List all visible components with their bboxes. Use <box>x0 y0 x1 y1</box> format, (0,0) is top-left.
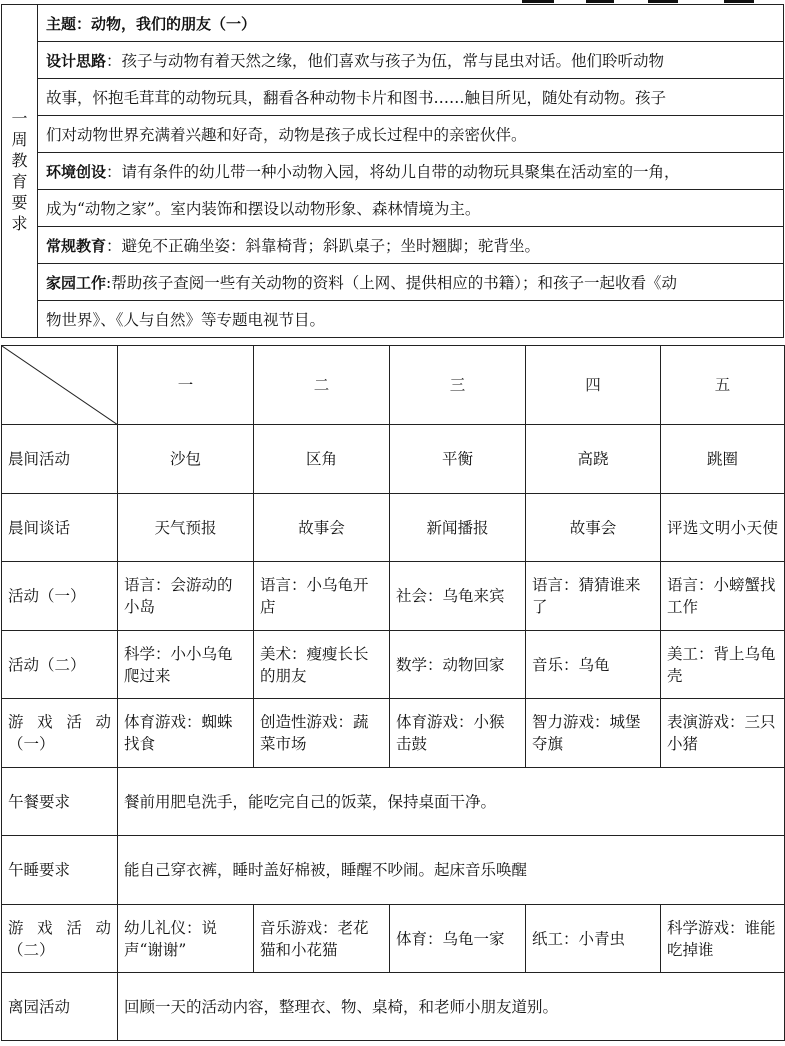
cell: 体育游戏：蜘蛛找食 <box>118 699 254 768</box>
day-header-1: 一 <box>118 346 254 425</box>
row-label-nap: 午睡要求 <box>2 836 118 905</box>
cell: 幼儿礼仪：说声“谢谢” <box>118 905 254 973</box>
table-row <box>2 494 785 562</box>
design-line-3: 们对动物世界充满着兴趣和好奇，动物是孩子成长过程中的亲密伙伴。 <box>38 116 784 153</box>
table-row <box>2 905 785 973</box>
cell: 沙包 <box>118 425 254 494</box>
environment-line-2: 成为“动物之家”。室内装饰和摆设以动物形象、森林情境为主。 <box>38 190 784 227</box>
row-label-morning-talk: 晨间谈话 <box>2 494 118 562</box>
diagonal-header-cell <box>2 346 118 425</box>
environment-line-1: 环境创设：请有条件的幼儿带一种小动物入园，将幼儿自带的动物玩具聚集在活动室的一角， <box>38 153 784 190</box>
lunch-requirement-text: 餐前用肥皂洗手，能吃完自己的饭菜，保持桌面干净。 <box>118 768 785 836</box>
cell: 体育游戏：小猴击鼓 <box>390 699 526 768</box>
cell: 数学：动物回家 <box>390 631 526 699</box>
weekly-education-requirements-label: 一 周 教 育 要 求 <box>2 5 38 338</box>
row-label-lunch: 午餐要求 <box>2 768 118 836</box>
cell: 跳圈 <box>661 425 785 494</box>
cell: 智力游戏：城堡夺旗 <box>526 699 661 768</box>
day-header-5: 五 <box>661 346 785 425</box>
design-line-2: 故事，怀抱毛茸茸的动物玩具，翻看各种动物卡片和图书……触目所见，随处有动物。孩子 <box>38 79 784 116</box>
cell: 社会：乌龟来宾 <box>390 562 526 631</box>
table-row <box>2 768 785 836</box>
diagonal-line <box>2 346 118 425</box>
cell: 区角 <box>254 425 390 494</box>
leave-activity-text: 回顾一天的活动内容，整理衣、物、桌椅，和老师小朋友道别。 <box>118 973 785 1041</box>
cell: 纸工：小青虫 <box>526 905 661 973</box>
table-row <box>2 836 785 905</box>
cell: 创造性游戏：蔬菜市场 <box>254 699 390 768</box>
cell: 故事会 <box>526 494 661 562</box>
row-label-activity-2: 活动（二） <box>2 631 118 699</box>
cell: 天气预报 <box>118 494 254 562</box>
row-label-game-2: 游戏活动 （二） <box>2 905 118 973</box>
day-header-3: 三 <box>390 346 526 425</box>
cell: 科学：小小乌龟爬过来 <box>118 631 254 699</box>
table-row <box>2 631 785 699</box>
cell: 评选文明小天使 <box>661 494 785 562</box>
row-label-morning-activity: 晨间活动 <box>2 425 118 494</box>
routine-row: 常规教育：避免不正确坐姿：斜靠椅背；斜趴桌子；坐时翘脚；驼背坐。 <box>38 227 784 264</box>
table-row <box>2 699 785 768</box>
row-label-leave: 离园活动 <box>2 973 118 1041</box>
cell: 表演游戏：三只小猪 <box>661 699 785 768</box>
cell: 故事会 <box>254 494 390 562</box>
cell: 语言：小螃蟹找工作 <box>661 562 785 631</box>
cell: 语言：会游动的小岛 <box>118 562 254 631</box>
cell: 美工：背上乌龟壳 <box>661 631 785 699</box>
day-header-4: 四 <box>526 346 661 425</box>
table-row <box>2 562 785 631</box>
theme-row: 主题：动物，我们的朋友（一） <box>38 5 784 42</box>
home-line-2: 物世界》、《人与自然》等专题电视节目。 <box>38 301 784 338</box>
cell: 科学游戏：谁能吃掉谁 <box>661 905 785 973</box>
row-label-activity-1: 活动（一） <box>2 562 118 631</box>
cell: 体育：乌龟一家 <box>390 905 526 973</box>
design-line-1: 设计思路：孩子与动物有着天然之缘，他们喜欢与孩子为伍，常与昆虫对话。他们聆听动物 <box>38 42 784 79</box>
cell: 平衡 <box>390 425 526 494</box>
cell: 语言：小乌龟开店 <box>254 562 390 631</box>
day-header-2: 二 <box>254 346 390 425</box>
cell: 音乐游戏：老花猫和小花猫 <box>254 905 390 973</box>
table-row <box>2 973 785 1041</box>
theme-text: 动物，我们的朋友（一） <box>91 14 257 33</box>
cell: 高跷 <box>526 425 661 494</box>
nap-requirement-text: 能自己穿衣裤，睡时盖好棉被，睡醒不吵闹。起床音乐唤醒 <box>118 836 785 905</box>
table-row <box>2 425 785 494</box>
cell: 语言：猜猜谁来了 <box>526 562 661 631</box>
cell: 美术：瘦瘦长长的朋友 <box>254 631 390 699</box>
cell: 新闻播报 <box>390 494 526 562</box>
cell: 音乐：乌龟 <box>526 631 661 699</box>
home-line-1: 家园工作:帮助孩子查阅一些有关动物的资料（上网、提供相应的书籍）；和孩子一起收看《动 <box>38 264 784 301</box>
row-label-game-1: 游戏活动 （一） <box>2 699 118 768</box>
weekly-requirements-table <box>1 4 784 338</box>
weekly-schedule-table <box>1 345 785 1041</box>
